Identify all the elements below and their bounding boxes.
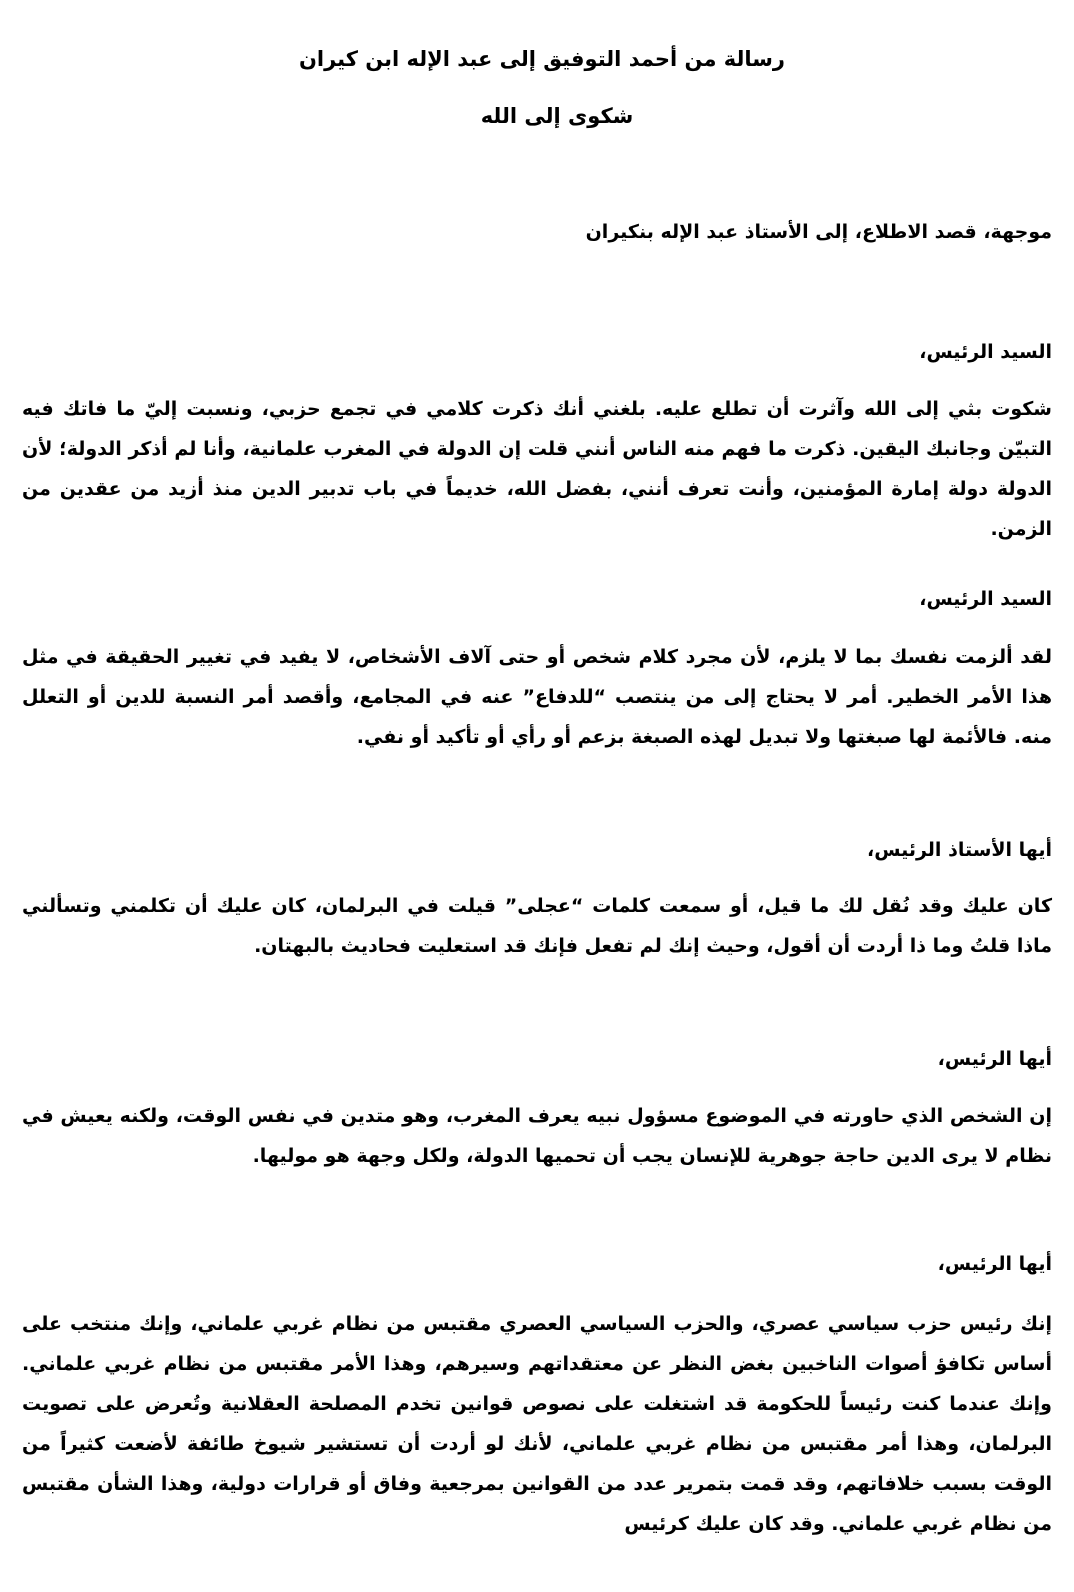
paragraph-3: كان عليك وقد نُقل لك ما قيل، أو سمعت كلمات “عجلى” قيلت في البرلمان، كان عليك أن تكلمني وتسألني ماذا قلتُ وما ذا أردت أن أقول، وحيث إنك لم تفعل فإنك قد استعليت فحاديث بالبهتان.: [22, 895, 1052, 957]
salutation-5: أيها الرئيس،: [937, 1253, 1052, 1275]
salutation-2: السيد الرئيس،: [919, 588, 1052, 610]
paragraph-1: شكوت بثي إلى الله وآثرت أن تطلع عليه. بلغني أنك ذكرت كلامي في تجمع حزبي، ونسبت إليّ ما فاتك فيه التبيّن وجانبك اليقين. ذكرت ما فهم منه الناس أنني قلت إن الدولة في المغرب علمانية، وأنا لم أذكر الدولة؛ لأن الدولة دولة إمارة المؤمنين، وأنت تعرف أنني، بفضل الله، خديماً في باب تدبير الدين منذ أزيد من عقدين من الزمن.: [22, 398, 1052, 540]
letter-title: رسالة من أحمد التوفيق إلى عبد الإله ابن كيران: [298, 47, 786, 71]
salutation-1: السيد الرئيس،: [919, 341, 1052, 363]
paragraph-2: لقد ألزمت نفسك بما لا يلزم، لأن مجرد كلام شخص أو حتى آلاف الأشخاص، لا يفيد في تغيير الحقيقة في مثل هذا الأمر الخطير. أمر لا يحتاج إلى من ينتصب “للدفاع” عنه في المجامع، وأقصد أمر النسبة للدين أو التعلل منه. فالأئمة لها صبغتها ولا تبديل لهذه الصبغة بزعم أو رأي أو تأكيد أو نفي.: [22, 646, 1052, 748]
salutation-4: أيها الرئيس،: [937, 1048, 1052, 1070]
paragraph-4: إن الشخص الذي حاورته في الموضوع مسؤول نبيه يعرف المغرب، وهو متدين في نفس الوقت، ولكنه يعيش في نظام لا يرى الدين حاجة جوهرية للإنسان يجب أن تحميها الدولة، ولكل وجهة هو موليها.: [22, 1105, 1052, 1167]
addressed-to-line: موجهة، قصد الاطلاع، إلى الأستاذ عبد الإله بنكيران: [585, 221, 1052, 243]
paragraph-5: إنك رئيس حزب سياسي عصري، والحزب السياسي العصري مقتبس من نظام غربي علماني، وإنك منتخب على أساس تكافؤ أصوات الناخبين بغض النظر عن معتقداتهم وسيرهم، وهذا الأمر مقتبس من نظام غربي علماني. وإنك عندما كنت رئيساً للحكومة قد اشتغلت على نصوص قوانين تخدم المصلحة العقلانية وتُعرض على تصويت البرلمان، وهذا أمر مقتبس من نظام غربي علماني، لأنك لو أردت أن تستشير شيوخ طائفة لأضعت كثيراً من الوقت بسبب خلافاتهم، وقد قمت بتمرير عدد من القوانين بمرجعية وفاق أو قرارات دولية، وهذا الشأن مقتبس من نظام غربي علماني. وقد كان عليك كرئيس: [22, 1313, 1052, 1535]
salutation-3: أيها الأستاذ الرئيس،: [867, 839, 1052, 861]
letter-subtitle: شكوى إلى الله: [480, 104, 634, 128]
